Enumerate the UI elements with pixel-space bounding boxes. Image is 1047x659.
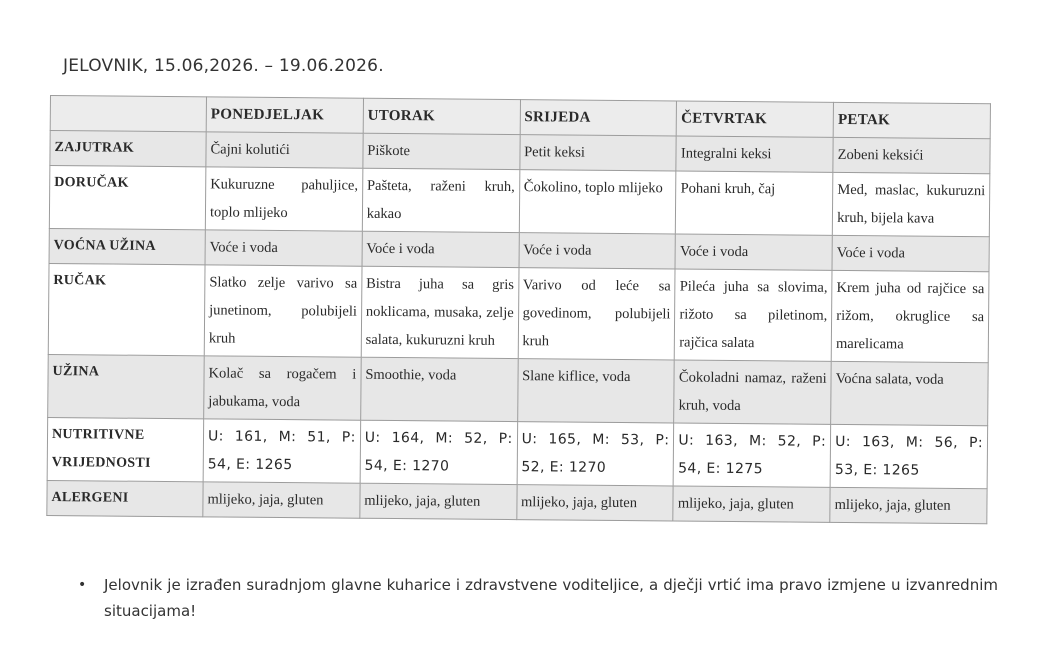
table-cell: Voće i voda [362, 231, 519, 267]
table-cell: Slane kiflice, voda [517, 359, 674, 423]
corner-cell [50, 96, 206, 132]
table-cell: Integralni keksi [676, 136, 833, 172]
table-cell: U: 164, M: 52, P: 54, E: 1270 [360, 420, 517, 484]
table-row-alergeni [47, 480, 987, 523]
row-label: ALERGENI [47, 480, 203, 516]
table-cell: Pašteta, raženi kruh, kakao [362, 168, 519, 232]
table-cell: U: 161, M: 51, P: 54, E: 1265 [203, 419, 360, 483]
day-header-friday: PETAK [833, 102, 990, 138]
table-row-nutritivne-vrijednosti [47, 417, 987, 488]
table-cell: Voće i voda [832, 235, 989, 271]
table-cell: U: 163, M: 56, P: 53, E: 1265 [830, 424, 987, 488]
table-cell: mlijeko, jaja, gluten [203, 482, 360, 518]
table-cell: Krem juha od rajčice sa rižom, okruglice sa marelicama [831, 270, 989, 362]
table-cell: Varivo od leće sa govedinom, polubijeli kruh [518, 268, 676, 360]
table-cell: mlijeko, jaja, gluten [673, 486, 830, 522]
table-cell: Kolač sa rogačem i jabukama, voda [204, 356, 361, 420]
table-cell: mlijeko, jaja, gluten [516, 485, 673, 521]
page-title: JELOVNIK, 15.06,2026. – 19.06.2026. [63, 56, 384, 76]
footnote-text: Jelovnik je izrađen suradnjom glavne kuharice i zdravstvene voditeljice, a dječji vrtić ima pravo izmjene u izvanrednim situacijama! [104, 576, 998, 620]
table-cell: Čajni kolutići [206, 132, 363, 168]
day-header-monday: PONEDJELJAK [206, 97, 363, 133]
table-cell: Čokolino, toplo mlijeko [519, 170, 676, 234]
row-label: ZAJUTRAK [50, 131, 206, 167]
table-cell: Voće i voda [675, 234, 832, 270]
table-cell: U: 163, M: 52, P: 54, E: 1275 [674, 423, 831, 487]
row-label: UŽINA [48, 354, 205, 418]
table-cell: Voće i voda [519, 233, 676, 269]
table-cell: Petit keksi [519, 135, 676, 171]
table-row-uzina [48, 354, 988, 425]
table-cell: Slatko zelje varivo sa junetinom, polubijeli kruh [204, 265, 362, 357]
day-header-thursday: ČETVRTAK [677, 101, 834, 137]
table-cell: Voće i voda [205, 230, 362, 266]
table-cell: Med, maslac, kukuruzni kruh, bijela kava [832, 172, 989, 236]
row-label: DORUČAK [49, 166, 206, 230]
table-row-rucak [48, 263, 989, 362]
table-cell: mlijeko, jaja, gluten [360, 483, 517, 519]
table-cell: U: 165, M: 53, P: 52, E: 1270 [517, 422, 674, 486]
table-cell: Kukuruzne pahuljice, toplo mlijeko [205, 167, 362, 231]
table-cell: Smoothie, voda [360, 357, 517, 421]
table-cell: Pohani kruh, čaj [676, 171, 833, 235]
table-cell: Bistra juha sa gris noklicama, musaka, zelje salata, kukuruzni kruh [361, 266, 519, 358]
footnote [78, 572, 998, 624]
table-row-dorucak [49, 166, 989, 237]
weekly-menu-table [46, 95, 991, 524]
row-label: VOĆNA UŽINA [49, 228, 205, 264]
table-cell: Voćna salata, voda [831, 361, 988, 425]
table-cell: Pileća juha sa slovima, rižoto sa piletinom, rajčica salata [675, 269, 833, 361]
table-cell: Piškote [363, 133, 520, 169]
row-label: RUČAK [48, 263, 205, 355]
table-cell: mlijeko, jaja, gluten [830, 487, 987, 523]
table-cell: Zobeni keksići [833, 137, 990, 173]
day-header-wednesday: SRIJEDA [520, 100, 677, 136]
day-header-tuesday: UTORAK [363, 98, 520, 134]
bullet-marker: • [78, 577, 87, 593]
table-cell: Čokoladni namaz, raženi kruh, voda [674, 360, 831, 424]
row-label: NUTRITIVNE VRIJEDNOSTI [47, 417, 204, 481]
